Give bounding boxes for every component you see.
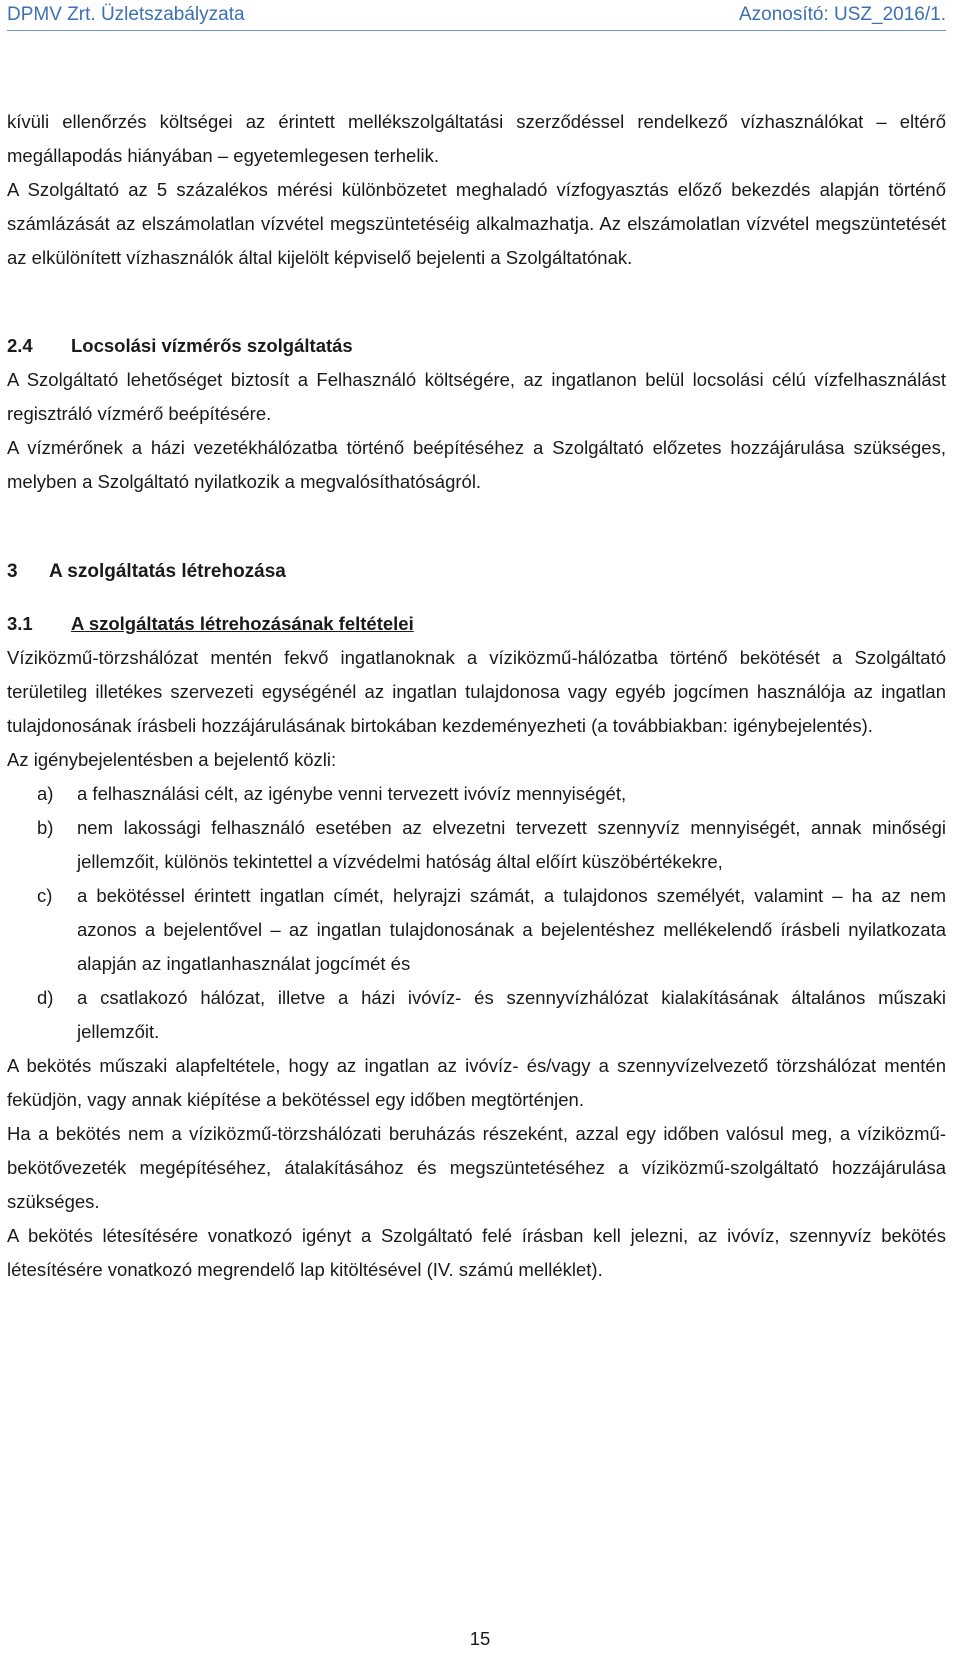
section-number: 3.1 (7, 613, 33, 634)
list-item-label: a) (37, 783, 54, 804)
section-title: Locsolási vízmérős szolgáltatás (71, 335, 353, 356)
section-heading-3-1 (7, 607, 946, 641)
paragraph: Víziközmű-törzshálózat mentén fekvő ingatlanoknak a víziközmű-hálózatba történő bekötését a Szolgáltató területileg illetékes szervezeti egységénél az ingatlan tulajdonosa vagy egyéb jogcímen használója az ingatlan tulajdonosának írásbeli hozzájárulásának birtokában kezdeményezheti (a továbbiakban: igénybejelentés). (7, 647, 946, 736)
document-title: DPMV Zrt. Üzletszabályzata (7, 4, 245, 25)
paragraph: A vízmérőnek a házi vezetékhálózatba történő beépítéséhez a Szolgáltató előzetes hozzájárulása szükséges, melyben a Szolgáltató nyilatkozik a megvalósíthatóságról. (7, 437, 946, 492)
list-item (7, 879, 946, 981)
page-number: 15 (469, 1628, 491, 1649)
list-item-label: c) (37, 885, 53, 906)
requirements-list (7, 777, 946, 1049)
paragraph: A bekötés műszaki alapfeltétele, hogy az ingatlan az ivóvíz- és/vagy a szennyvízelvezető törzshálózat mentén feküdjön, vagy annak kiépítése a bekötéssel egy időben megtörténjen. (7, 1055, 946, 1110)
list-item-label: d) (37, 987, 54, 1008)
paragraph: Ha a bekötés nem a víziközmű-törzshálózati beruházás részeként, azzal egy időben valósul meg, a víziközmű-bekötővezeték megépítéséhez, átalakításához és megszüntetéséhez a víziközmű-szolgáltató hozzájárulása szükséges. (7, 1123, 946, 1212)
list-item (7, 981, 946, 1049)
list-item (7, 777, 946, 811)
list-item-text: nem lakossági felhasználó esetében az elvezetni tervezett szennyvíz mennyiségét, annak minőségi jellemzőit, különös tekintettel a vízvédelmi hatóság által előírt küszöbértékekre, (77, 817, 946, 872)
section-title: A szolgáltatás létrehozásának feltételei (71, 613, 414, 634)
paragraph: A bekötés létesítésére vonatkozó igényt a Szolgáltató felé írásban kell jelezni, az ivóvíz, szennyvíz bekötés létesítésére vonatkozó megrendelő lap kitöltésével (IV. számú melléklet). (7, 1225, 946, 1280)
page-content (7, 105, 946, 1287)
paragraph: A Szolgáltató az 5 százalékos mérési különbözetet meghaladó vízfogyasztás előző bekezdés alapján történő számlázását az elszámolatlan vízvétel megszüntetéséig alkalmazhatja. Az elszámolatlan vízvétel megszüntetését az elkülönített vízhasználók által kijelölt képviselő bejelenti a Szolgáltatónak. (7, 179, 946, 268)
list-item-label: b) (37, 817, 54, 838)
section-number: 2.4 (7, 335, 33, 356)
section-heading-3 (7, 555, 946, 589)
list-item-text: a felhasználási célt, az igénybe venni tervezett ivóvíz mennyiségét, (77, 783, 627, 804)
page-header (7, 0, 946, 31)
section-title: A szolgáltatás létrehozása (49, 561, 286, 582)
list-item-text: a csatlakozó hálózat, illetve a házi ivóvíz- és szennyvízhálózat kialakításának általános műszaki jellemzőit. (77, 987, 946, 1042)
paragraph: A Szolgáltató lehetőséget biztosít a Felhasználó költségére, az ingatlanon belül locsolási célú vízfelhasználást regisztráló vízmérő beépítésére. (7, 369, 946, 424)
section-number: 3 (7, 561, 18, 582)
document-identifier: Azonosító: USZ_2016/1. (738, 4, 946, 25)
list-item (7, 811, 946, 879)
list-intro: Az igénybejelentésben a bejelentő közli: (7, 749, 337, 770)
list-item-text: a bekötéssel érintett ingatlan címét, helyrajzi számát, a tulajdonos személyét, valamint – ha az nem azonos a bejelentővel – az ingatlan tulajdonosának a bejelentéshez mellékelendő írásbeli nyilatkozata alapján az ingatlanhasználat jogcímét és (77, 885, 946, 974)
section-heading-2-4 (7, 329, 946, 363)
paragraph: kívüli ellenőrzés költségei az érintett mellékszolgáltatási szerződéssel rendelkező vízhasználókat – eltérő megállapodás hiányában – egyetemlegesen terhelik. (7, 111, 946, 166)
